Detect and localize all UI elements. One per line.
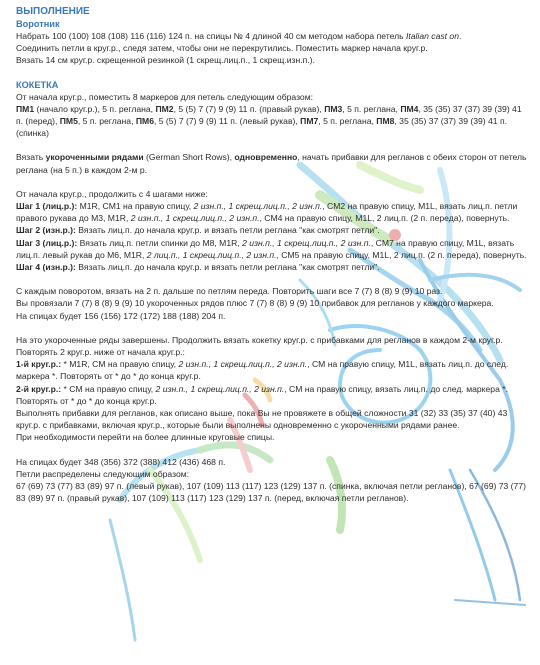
paragraph-short-rows-count: Вы провязали 7 (7) 8 (8) 9 (9) 10 укороченных рядов плюс 7 (7) 8 (8) 9 (9) 10 прибавок для регланов у каждого маркера. — [16, 298, 494, 309]
paragraph-turn-repeat: С каждым поворотом, вязать на 2 п. дальше по петлям переда. Повторить шаги все 7 (7) 8 (8) 9 (9) 10 раз. — [16, 286, 443, 297]
paragraph-cast-on: Набрать 100 (100) 108 (108) 116 (116) 124 п. на спицы № 4 длиной 40 см методом набора петель Italian cast on. — [16, 31, 462, 41]
section-title-execution: ВЫПОЛНЕНИЕ — [16, 6, 90, 17]
step-1: Шаг 1 (лиц.р.): M1R, CM1 на правую спицу, 2 изн.п., 1 скрещ.лиц.п., 2 изн.п., CM2 на правую спицу, M1L, вязать лиц.п. петли правого рукава до M3, M1R, 2 изн.п., 1 скрещ.лиц.п., 2 изн.п., CM4 на правую спицу, M1L, 2 лиц.п. (2 п. переда), повернуть. — [16, 201, 518, 224]
paragraph-longer-needles: При необходимости перейти на более длинные круговые спицы. — [16, 432, 275, 443]
section-title-yoke: КОКЕТКА — [16, 79, 59, 90]
step-2: Шаг 2 (изн.р.): Вязать лиц.п. до начала круг.р. и вязать петли реглана "как смотрят петли". — [16, 225, 380, 236]
paragraph-continue-increases: Выполнять прибавки для регланов, как описано выше, пока Вы не провяжете в общей сложности 31 (32) 33 (35) 37 (40) 43 круг.р. с прибавками, включая круг.р., которые были выполнены одновременно с укороченными рядами ранее. — [16, 408, 508, 431]
paragraph-stitch-count-2: На спицах будет 348 (356) 372 (388) 412 (436) 468 п. — [16, 456, 226, 467]
step-3: Шаг 3 (лиц.р.): Вязать лиц.п. петли спинки до M8, M1R, 2 изн.п., 1 скрещ.лиц.п., 2 изн.п., CM7 на правую спицу, M1L, вязать лиц.п. левый рукав до M6, M1R, 2 лиц.п., 1 скрещ.лиц.п., 2 изн.п., CM5 на правую спицу, M1L, 2 лиц.п. (2 п. переда), повернуть. — [16, 237, 527, 260]
paragraph-join: Соединить петли в круг.р., следя затем, чтобы они не перекрутились. Поместить маркер начала круг.р. — [16, 43, 428, 54]
subsection-title-collar: Воротник — [16, 19, 60, 29]
step-4: Шаг 4 (изн.р.): Вязать лиц.п. до начала круг.р. и вязать петли реглана "как смотрят петли". — [16, 262, 380, 273]
paragraph-steps-intro: От начала круг.р., продолжить с 4 шагами ниже: — [16, 188, 208, 199]
paragraph-markers-list: ПМ1 (начало круг.р.), 5 п. реглана, ПМ2, 5 (5) 7 (7) 9 (9) 11 п. (правый рукав), ПМ3, 5 п. реглана, ПМ4, 35 (35) 37 (37) 39 (39) 41 п. (перед), ПМ5, 5 п. реглана, ПМ6, 5 (5) 7 (7) 9 (9) 11 п. (левый рукав), ПМ7, 5 п. реглана, ПМ8, 35 (35) 37 (37) 39 (39) 41 п. (спинка) — [16, 103, 522, 139]
paragraph-short-rows: Вязать укороченными рядами (German Short Rows), одновременно, начать прибавки для регланов с обеих сторон от петель реглана (на 5 п.) в каждом 2-м р. — [16, 152, 527, 175]
document-body — [16, 5, 528, 505]
paragraph-stitch-count-1: На спицах будет 156 (156) 172 (172) 188 (188) 204 п. — [16, 310, 226, 321]
paragraph-distribution: 67 (69) 73 (77) 83 (89) 97 п. (левый рукав), 107 (109) 113 (117) 123 (129) 137 п. (спинка, включая петли регланов), 67 (69) 73 (77) 83 (89) 97 п. (правый рукав), 107 (109) 113 (117) 123 (129) 137 п. (перед, включая петли регланов). — [16, 481, 526, 504]
round-2: 2-й круг.р.: * CM на правую спицу, 2 изн.п., 1 скрещ.лиц.п., 2 изн.п., CM на правую спицу, вязать лиц.п. до след. маркера *. Повторять от * до * до конца круг.р. — [16, 383, 508, 406]
paragraph-distribution-intro: Петли распределены следующим образом: — [16, 468, 190, 479]
paragraph-markers-intro: От начала круг.р., поместить 8 маркеров для петель следующим образом: — [16, 91, 314, 102]
paragraph-rib: Вязать 14 см круг.р. скрещенной резинкой (1 скрещ.лиц.п., 1 скрещ.изн.п.). — [16, 55, 315, 66]
paragraph-short-rows-done: На это укороченные ряды завершены. Продолжить вязать кокетку круг.р. с прибавками для регланов в каждом 2-м круг.р. Повторять 2 круг.р. ниже от начала круг.р.: — [16, 334, 503, 358]
round-1: 1-й круг.р.: * M1R, CM на правую спицу, 2 изн.п., 1 скрещ.лиц.п., 2 изн.п., CM на правую спицу, M1L, вязать лиц.п. до след. маркера *. Повторять от * до * до конца круг.р. — [16, 359, 509, 382]
